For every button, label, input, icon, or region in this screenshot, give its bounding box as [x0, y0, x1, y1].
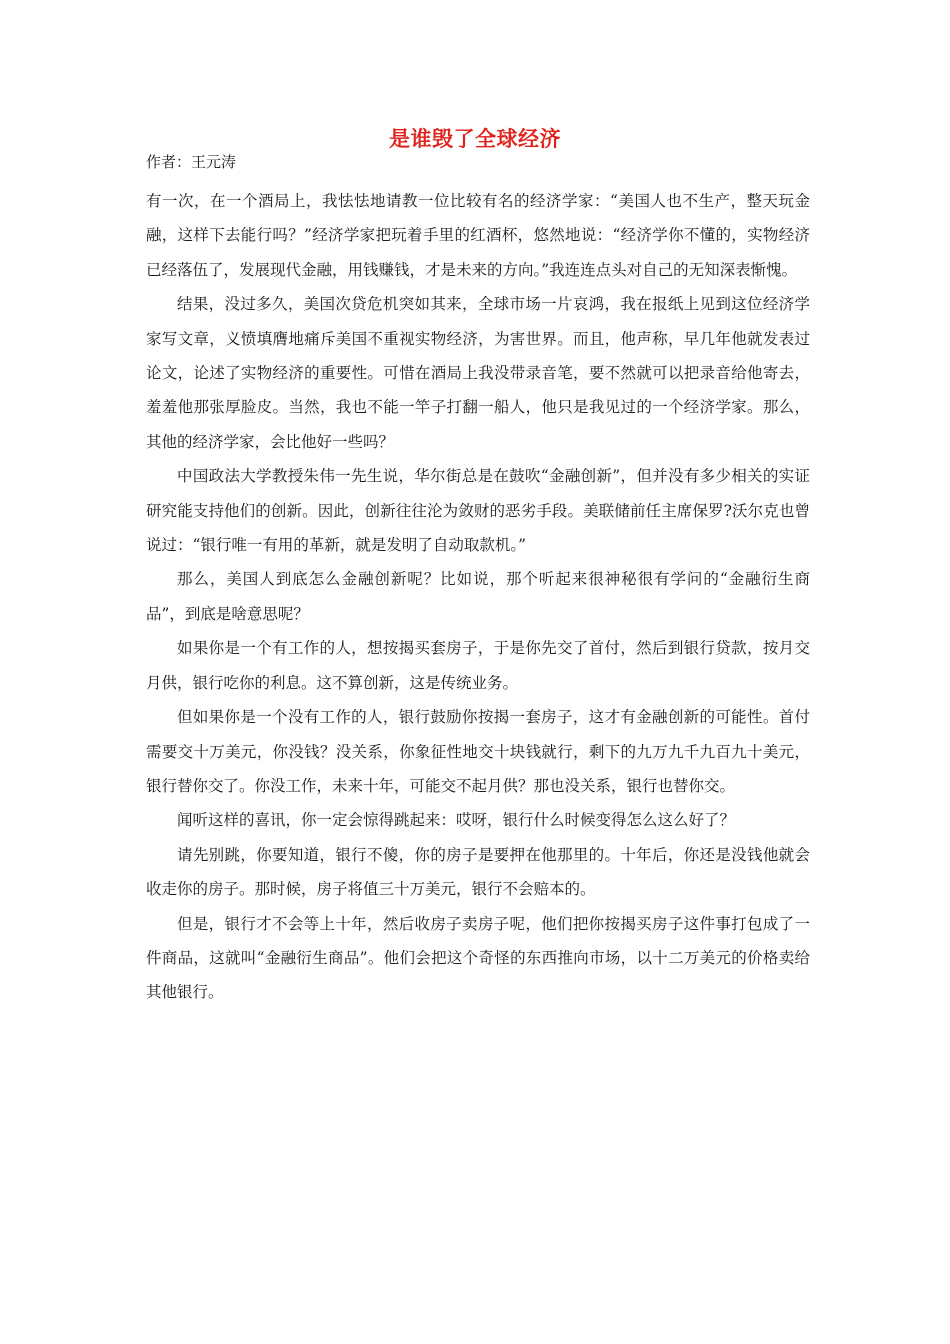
paragraph-5: 如果你是一个有工作的人，想按揭买套房子，于是你先交了首付，然后到银行贷款，按月交月供，银行吃你的利息。这不算创新，这是传统业务。	[146, 639, 810, 692]
paragraph-1: 有一次，在一个酒局上，我怯怯地请教一位比较有名的经济学家：“美国人也不生产，整天玩金融，这样下去能行吗？”经济学家把玩着手里的红酒杯，悠然地说：“经济学你不懂的，实物经济已经落伍了，发展现代金融，用钱赚钱，才是未来的方向。”我连连点头对自己的无知深表惭愧。	[146, 192, 810, 279]
author-line: 作者：王元涛	[146, 153, 237, 171]
paragraph-8: 请先别跳，你要知道，银行不傻，你的房子是要押在他那里的。十年后，你还是没钱他就会收走你的房子。那时候，房子将值三十万美元，银行不会赔本的。	[146, 845, 810, 899]
paragraph-9: 但是，银行才不会等上十年，然后收房子卖房子呢，他们把你按揭买房子这件事打包成了一件商品，这就叫“金融衍生商品”。他们会把这个奇怪的东西推向市场，以十二万美元的价格卖给其他银行。	[146, 914, 810, 1002]
paragraph-2: 结果，没过多久，美国次贷危机突如其来，全球市场一片哀鸿，我在报纸上见到这位经济学家写文章，义愤填膺地痛斥美国不重视实物经济，为害世界。而且，他声称，早几年他就发表过论文，论述了实物经济的重要性。可惜在酒局上我没带录音笔，要不然就可以把录音给他寄去，羞羞他那张厚脸皮。当然，我也不能一竿子打翻一船人，他只是我见过的一个经济学家。那么，其他的经济学家，会比他好一些吗？	[146, 295, 810, 451]
paragraph-6: 但如果你是一个没有工作的人，银行鼓励你按揭一套房子，这才有金融创新的可能性。首付需要交十万美元，你没钱？没关系，你象征性地交十块钱就行，剩下的九万九千九百九十美元，银行替你交了。你没工作，未来十年，可能交不起月供？那也没关系，银行也替你交。	[146, 708, 810, 795]
article-body	[146, 184, 810, 1010]
paragraph-4: 那么，美国人到底怎么金融创新呢？比如说，那个听起来很神秘很有学问的“金融衍生商品”，到底是啥意思呢？	[146, 570, 810, 623]
paragraph-3: 中国政法大学教授朱伟一先生说，华尔街总是在鼓吹“金融创新”，但并没有多少相关的实证研究能支持他们的创新。因此，创新往往沦为敛财的恶劣手段。美联储前任主席保罗?沃尔克也曾说过：“银行唯一有用的革新，就是发明了自动取款机。”	[146, 467, 810, 555]
paragraph-7: 闻听这样的喜讯，你一定会惊得跳起来：哎呀，银行什么时候变得怎么这么好了？	[177, 811, 736, 830]
document-title: 是谁毁了全球经济	[389, 127, 561, 151]
